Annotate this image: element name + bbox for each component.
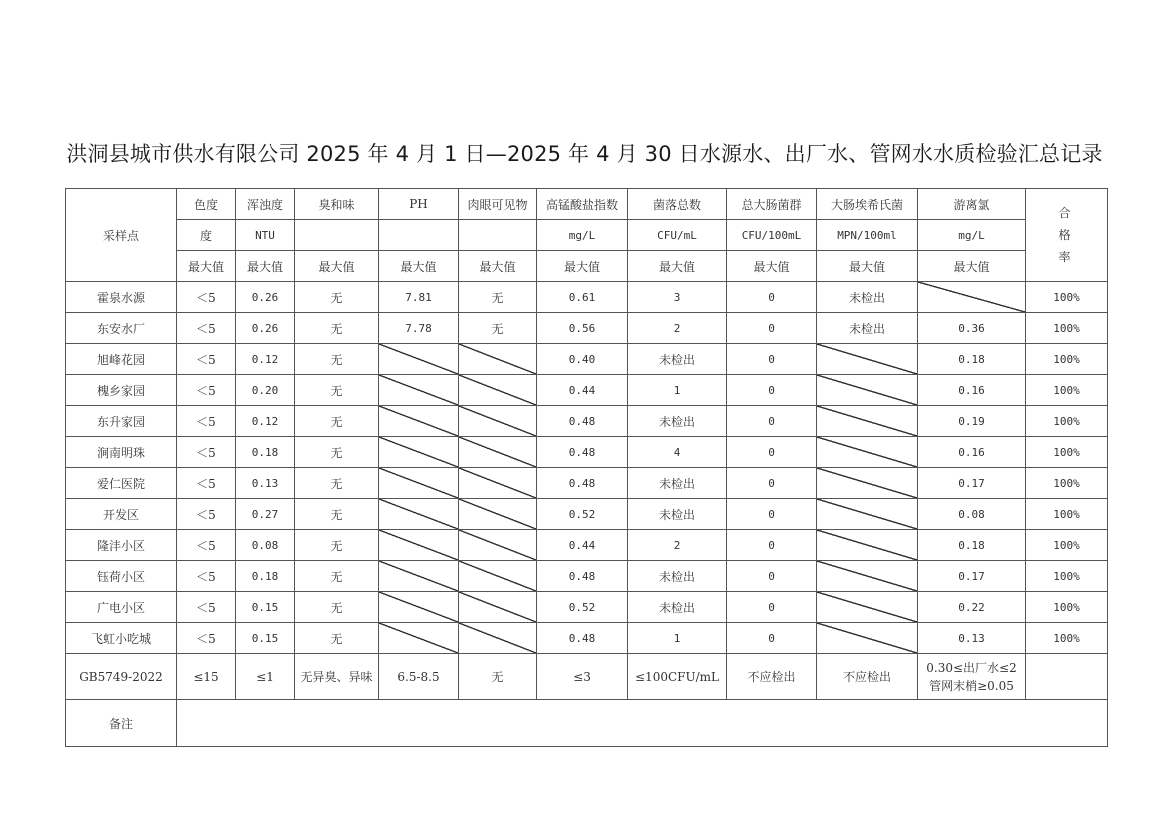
cell-cod: 0.48 (537, 406, 628, 437)
cell-color: ＜5 (177, 437, 236, 468)
standard-chlorine-line1: 0.30≤出厂水≤2 (926, 660, 1017, 675)
cell-odor: 无 (295, 623, 379, 654)
cell-visible-empty (459, 561, 537, 592)
cell-coliform: 0 (727, 375, 817, 406)
cell-ph-empty (379, 499, 459, 530)
cell-odor: 无 (295, 375, 379, 406)
standard-row (66, 654, 1108, 700)
cell-color: ＜5 (177, 375, 236, 406)
cell-site: 钰荷小区 (66, 561, 177, 592)
table-row (66, 499, 1108, 530)
cell-coliform: 0 (727, 592, 817, 623)
cell-cod: 0.52 (537, 592, 628, 623)
standard-turbidity: ≤1 (236, 654, 295, 700)
cell-ecoli-empty (817, 592, 918, 623)
table-row (66, 437, 1108, 468)
cell-odor: 无 (295, 592, 379, 623)
standard-label: GB5749-2022 (66, 654, 177, 700)
cell-color: ＜5 (177, 499, 236, 530)
cell-visible-empty (459, 468, 537, 499)
cell-visible-empty (459, 623, 537, 654)
cell-visible-empty (459, 344, 537, 375)
cell-ecoli-empty (817, 437, 918, 468)
cell-rate: 100% (1026, 592, 1108, 623)
cell-site: 广电小区 (66, 592, 177, 623)
cell-chlorine: 0.18 (918, 344, 1026, 375)
header-color: 色度 (177, 189, 236, 220)
cell-chlorine: 0.18 (918, 530, 1026, 561)
cell-ecoli-empty (817, 406, 918, 437)
water-quality-table (65, 188, 1108, 747)
cell-turbidity: 0.15 (236, 592, 295, 623)
stat-cod: 最大值 (537, 251, 628, 282)
cell-coliform: 0 (727, 468, 817, 499)
cell-ecoli-empty (817, 468, 918, 499)
cell-ph-empty (379, 623, 459, 654)
table-body (66, 189, 1108, 747)
cell-cod: 0.56 (537, 313, 628, 344)
header-ph: PH (379, 189, 459, 220)
cell-odor: 无 (295, 313, 379, 344)
cell-chlorine: 0.17 (918, 468, 1026, 499)
header-colony: 菌落总数 (628, 189, 727, 220)
cell-chlorine: 0.08 (918, 499, 1026, 530)
cell-coliform: 0 (727, 499, 817, 530)
unit-odor (295, 220, 379, 251)
cell-ecoli-empty (817, 499, 918, 530)
cell-ph-empty (379, 530, 459, 561)
cell-ph-empty (379, 592, 459, 623)
pass-rate-label: 合 格 率 (1058, 206, 1075, 264)
header-sample-point: 采样点 (66, 189, 177, 282)
cell-cod: 0.48 (537, 468, 628, 499)
cell-colony: 2 (628, 313, 727, 344)
cell-cod: 0.40 (537, 344, 628, 375)
cell-chlorine-empty (918, 282, 1026, 313)
header-coliform: 总大肠菌群 (727, 189, 817, 220)
cell-turbidity: 0.20 (236, 375, 295, 406)
cell-site: 东升家园 (66, 406, 177, 437)
cell-odor: 无 (295, 468, 379, 499)
cell-turbidity: 0.15 (236, 623, 295, 654)
cell-color: ＜5 (177, 468, 236, 499)
cell-rate: 100% (1026, 530, 1108, 561)
cell-rate: 100% (1026, 313, 1108, 344)
table-row (66, 623, 1108, 654)
cell-site: 爱仁医院 (66, 468, 177, 499)
cell-ph-empty (379, 468, 459, 499)
standard-rate (1026, 654, 1108, 700)
cell-site: 涧南明珠 (66, 437, 177, 468)
cell-turbidity: 0.27 (236, 499, 295, 530)
standard-ecoli: 不应检出 (817, 654, 918, 700)
cell-color: ＜5 (177, 530, 236, 561)
cell-site: 隆沣小区 (66, 530, 177, 561)
cell-colony: 未检出 (628, 406, 727, 437)
cell-coliform: 0 (727, 623, 817, 654)
remarks-row (66, 700, 1108, 747)
unit-coliform: CFU/100mL (727, 220, 817, 251)
cell-rate: 100% (1026, 406, 1108, 437)
cell-visible-empty (459, 406, 537, 437)
cell-cod: 0.61 (537, 282, 628, 313)
cell-turbidity: 0.12 (236, 344, 295, 375)
cell-visible: 无 (459, 313, 537, 344)
cell-visible-empty (459, 592, 537, 623)
cell-turbidity: 0.08 (236, 530, 295, 561)
cell-rate: 100% (1026, 375, 1108, 406)
cell-site: 东安水厂 (66, 313, 177, 344)
cell-color: ＜5 (177, 623, 236, 654)
cell-visible: 无 (459, 282, 537, 313)
stat-color: 最大值 (177, 251, 236, 282)
cell-turbidity: 0.18 (236, 437, 295, 468)
table-row (66, 282, 1108, 313)
table-row (66, 344, 1108, 375)
cell-color: ＜5 (177, 561, 236, 592)
cell-site: 飞虹小吃城 (66, 623, 177, 654)
cell-coliform: 0 (727, 561, 817, 592)
cell-visible-empty (459, 375, 537, 406)
cell-odor: 无 (295, 561, 379, 592)
cell-color: ＜5 (177, 592, 236, 623)
cell-ph-empty (379, 437, 459, 468)
cell-visible-empty (459, 530, 537, 561)
remarks-value (177, 700, 1108, 747)
cell-rate: 100% (1026, 561, 1108, 592)
standard-visible: 无 (459, 654, 537, 700)
cell-odor: 无 (295, 499, 379, 530)
cell-ph: 7.81 (379, 282, 459, 313)
cell-ph-empty (379, 406, 459, 437)
header-row-units (66, 220, 1108, 251)
cell-turbidity: 0.26 (236, 313, 295, 344)
cell-coliform: 0 (727, 437, 817, 468)
header-visible: 肉眼可见物 (459, 189, 537, 220)
cell-cod: 0.48 (537, 623, 628, 654)
standard-colony: ≤100CFU/mL (628, 654, 727, 700)
header-pass-rate (1026, 189, 1108, 282)
table-row (66, 592, 1108, 623)
cell-chlorine: 0.17 (918, 561, 1026, 592)
cell-colony: 未检出 (628, 561, 727, 592)
stat-chlorine: 最大值 (918, 251, 1026, 282)
cell-colony: 未检出 (628, 468, 727, 499)
table-row (66, 375, 1108, 406)
standard-cod: ≤3 (537, 654, 628, 700)
table-row (66, 561, 1108, 592)
stat-ph: 最大值 (379, 251, 459, 282)
stat-turbidity: 最大值 (236, 251, 295, 282)
cell-odor: 无 (295, 530, 379, 561)
cell-chlorine: 0.13 (918, 623, 1026, 654)
cell-coliform: 0 (727, 313, 817, 344)
standard-coliform: 不应检出 (727, 654, 817, 700)
page-title: 洪洞县城市供水有限公司 2025 年 4 月 1 日—2025 年 4 月 30 日水源水、出厂水、管网水水质检验汇总记录 (66, 142, 1103, 166)
table-row (66, 530, 1108, 561)
unit-visible (459, 220, 537, 251)
cell-ecoli: 未检出 (817, 313, 918, 344)
cell-cod: 0.52 (537, 499, 628, 530)
cell-chlorine: 0.19 (918, 406, 1026, 437)
cell-site: 开发区 (66, 499, 177, 530)
header-row-stat (66, 251, 1108, 282)
table-row (66, 313, 1108, 344)
cell-chlorine: 0.16 (918, 375, 1026, 406)
cell-site: 槐乡家园 (66, 375, 177, 406)
cell-rate: 100% (1026, 623, 1108, 654)
stat-visible: 最大值 (459, 251, 537, 282)
cell-cod: 0.48 (537, 437, 628, 468)
cell-colony: 1 (628, 623, 727, 654)
cell-colony: 3 (628, 282, 727, 313)
table-row (66, 468, 1108, 499)
cell-rate: 100% (1026, 282, 1108, 313)
unit-color: 度 (177, 220, 236, 251)
unit-chlorine: mg/L (918, 220, 1026, 251)
cell-site: 霍泉水源 (66, 282, 177, 313)
cell-ecoli-empty (817, 530, 918, 561)
cell-odor: 无 (295, 437, 379, 468)
cell-cod: 0.44 (537, 375, 628, 406)
stat-colony: 最大值 (628, 251, 727, 282)
cell-chlorine: 0.16 (918, 437, 1026, 468)
cell-color: ＜5 (177, 282, 236, 313)
cell-visible-empty (459, 437, 537, 468)
cell-ph-empty (379, 375, 459, 406)
stat-ecoli: 最大值 (817, 251, 918, 282)
cell-odor: 无 (295, 406, 379, 437)
cell-rate: 100% (1026, 468, 1108, 499)
remarks-label: 备注 (66, 700, 177, 747)
cell-rate: 100% (1026, 344, 1108, 375)
cell-coliform: 0 (727, 344, 817, 375)
cell-ph-empty (379, 344, 459, 375)
header-turbidity: 浑浊度 (236, 189, 295, 220)
cell-coliform: 0 (727, 282, 817, 313)
cell-colony: 未检出 (628, 499, 727, 530)
cell-color: ＜5 (177, 313, 236, 344)
unit-ph (379, 220, 459, 251)
cell-colony: 1 (628, 375, 727, 406)
standard-odor: 无异臭、异味 (295, 654, 379, 700)
standard-chlorine (918, 654, 1026, 700)
cell-ph: 7.78 (379, 313, 459, 344)
header-odor: 臭和味 (295, 189, 379, 220)
cell-cod: 0.48 (537, 561, 628, 592)
cell-rate: 100% (1026, 437, 1108, 468)
unit-ecoli: MPN/100ml (817, 220, 918, 251)
cell-rate: 100% (1026, 499, 1108, 530)
cell-site: 旭峰花园 (66, 344, 177, 375)
standard-ph: 6.5-8.5 (379, 654, 459, 700)
cell-odor: 无 (295, 282, 379, 313)
cell-turbidity: 0.12 (236, 406, 295, 437)
table-row (66, 406, 1108, 437)
unit-colony: CFU/mL (628, 220, 727, 251)
cell-colony: 4 (628, 437, 727, 468)
cell-coliform: 0 (727, 406, 817, 437)
unit-turbidity: NTU (236, 220, 295, 251)
unit-cod: mg/L (537, 220, 628, 251)
cell-chlorine: 0.36 (918, 313, 1026, 344)
stat-coliform: 最大值 (727, 251, 817, 282)
cell-turbidity: 0.26 (236, 282, 295, 313)
cell-colony: 2 (628, 530, 727, 561)
header-row-names (66, 189, 1108, 220)
cell-color: ＜5 (177, 344, 236, 375)
cell-odor: 无 (295, 344, 379, 375)
stat-odor: 最大值 (295, 251, 379, 282)
cell-ph-empty (379, 561, 459, 592)
cell-chlorine: 0.22 (918, 592, 1026, 623)
cell-ecoli-empty (817, 561, 918, 592)
cell-colony: 未检出 (628, 344, 727, 375)
header-ecoli: 大肠埃希氏菌 (817, 189, 918, 220)
standard-chlorine-line2: 管网末梢≥0.05 (929, 678, 1014, 693)
cell-color: ＜5 (177, 406, 236, 437)
cell-turbidity: 0.18 (236, 561, 295, 592)
cell-colony: 未检出 (628, 592, 727, 623)
cell-ecoli-empty (817, 623, 918, 654)
cell-ecoli: 未检出 (817, 282, 918, 313)
cell-ecoli-empty (817, 375, 918, 406)
cell-ecoli-empty (817, 344, 918, 375)
header-chlorine: 游离氯 (918, 189, 1026, 220)
standard-color: ≤15 (177, 654, 236, 700)
cell-turbidity: 0.13 (236, 468, 295, 499)
cell-cod: 0.44 (537, 530, 628, 561)
cell-coliform: 0 (727, 530, 817, 561)
cell-visible-empty (459, 499, 537, 530)
header-cod: 高锰酸盐指数 (537, 189, 628, 220)
